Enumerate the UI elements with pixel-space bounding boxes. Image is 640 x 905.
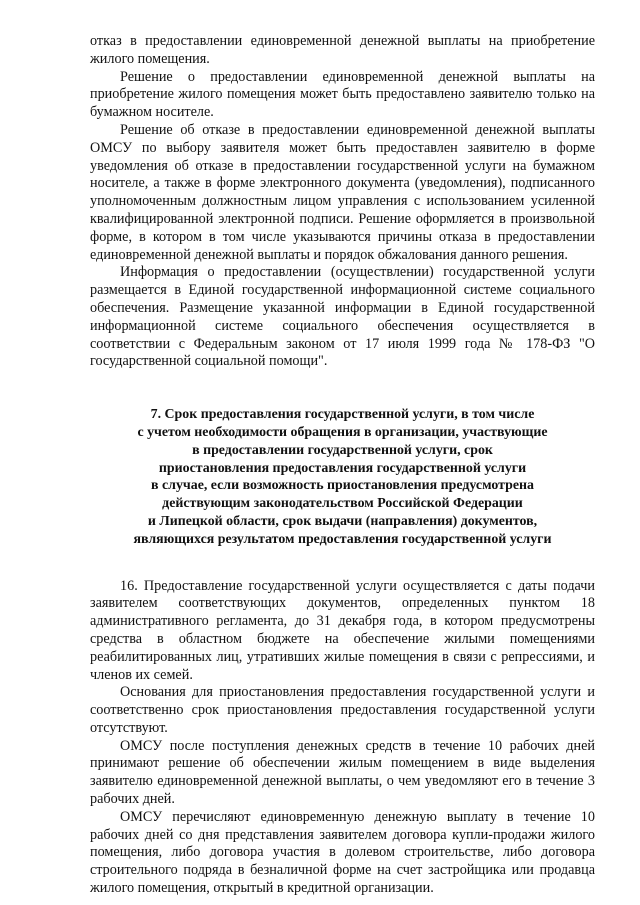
paragraph: ОМСУ после поступления денежных средств в течение 10 рабочих дней принимают решение об обеспечении жилым помещением в виде выделения заявителю единовременной денежной выплаты, о чем уведомляют его в течение 3 рабочих дней.: [90, 737, 595, 808]
paragraphs-before: [90, 33, 595, 371]
heading-line: в предоставлении государственной услуги, срок: [192, 442, 493, 458]
section-heading: [90, 406, 595, 548]
paragraph: ОМСУ перечисляют единовременную денежную выплату в течение 10 рабочих дней со дня представления заявителем договора купли-продажи жилого помещения, либо договора участия в долевом строительстве, либо договора строительного подряда в безналичной форме на счет застройщика или продавца жилого помещения, открытый в кредитной организации.: [90, 808, 595, 897]
paragraph: 16. Предоставление государственной услуги осуществляется с даты подачи заявителем соответствующих документов, определенных пунктом 18 административного регламента, до 31 декабря года, в котором предусмотрены средства в областном бюджете на обеспечение жилыми помещениями реабилитированных лиц, утративших жилые помещения в связи с репрессиями, и членов их семей.: [90, 577, 595, 683]
paragraph: Основания для приостановления предоставления государственной услуги и соответственно срок приостановления предоставления государственной услуги отсутствуют.: [90, 684, 595, 736]
heading-line: с учетом необходимости обращения в организации, участвующие: [137, 424, 548, 440]
document-page: [90, 33, 595, 898]
heading-line: 7. Срок предоставления государственной услуги, в том числе: [150, 407, 535, 423]
heading-line: действующим законодательством Российской Федерации: [162, 496, 523, 512]
heading-line: в случае, если возможность приостановления предусмотрена: [151, 478, 534, 494]
paragraph: Решение об отказе в предоставлении единовременной денежной выплаты ОМСУ по выбору заявителя может быть предоставлен заявителю в форме уведомления об отказе в предоставлении государственной услуги на бумажном носителе, а также в форме электронного документа (уведомления), подписанного уполномоченным должностным лицом управления с использованием усиленной квалифицированной электронной подписи. Решение оформляется в произвольной форме, в котором в том числе указываются причины отказа в предоставлении единовременной денежной выплаты и порядок обжалования данного решения.: [90, 121, 595, 263]
heading-line: и Липецкой области, срок выдачи (направления) документов,: [147, 513, 538, 529]
heading-line: приостановления предоставления государственной услуги: [158, 460, 527, 476]
paragraphs-after: [90, 578, 595, 898]
heading-line: являющихся результатом предоставления государственной услуги: [133, 531, 552, 547]
paragraph: отказ в предоставлении единовременной денежной выплаты на приобретение жилого помещения.: [90, 33, 595, 67]
paragraph: Информация о предоставлении (осуществлении) государственной услуги размещается в Единой государственной информационной системе социального обеспечения. Размещение указанной информации в Единой государственной информационной системе социального обеспечения осуществляется в соответствии с Федеральным законом от 17 июля 1999 года № 178-ФЗ "О государственной социальной помощи".: [90, 264, 595, 370]
paragraph: Решение о предоставлении единовременной денежной выплаты на приобретение жилого помещения может быть предоставлено заявителю только на бумажном носителе.: [90, 68, 595, 121]
